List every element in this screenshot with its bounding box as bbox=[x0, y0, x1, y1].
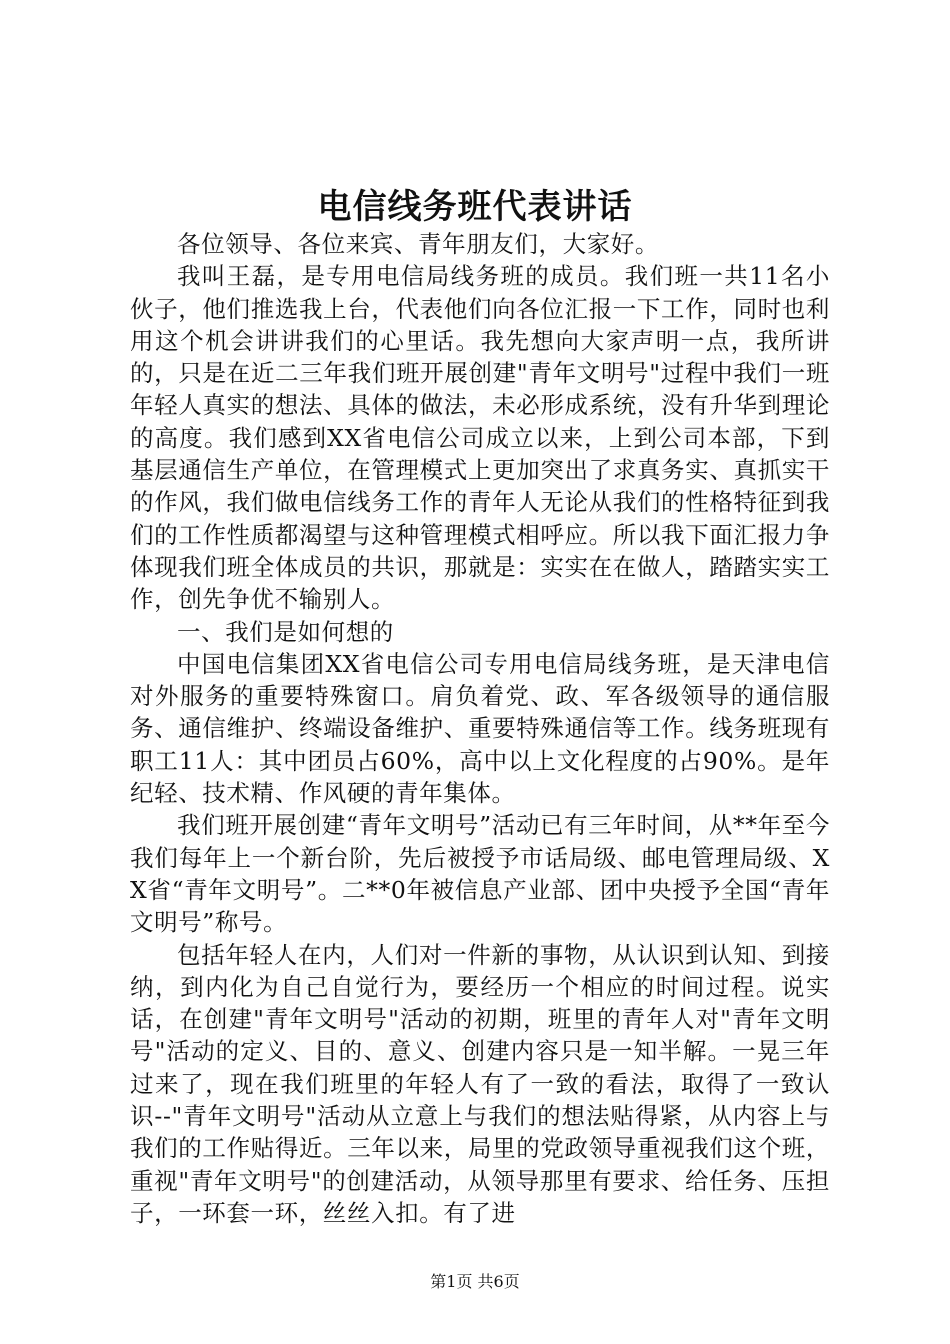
paragraph-honors: 我们班开展创建“青年文明号”活动已有三年时间，从**年至今我们每年上一个新台阶，先后被授予市话局级、邮电管理局级、XX省“青年文明号”。二**0年被信息产业部、团中央授予全国“青年文明号”称号。 bbox=[130, 811, 830, 937]
paragraph-greeting: 各位领导、各位来宾、青年朋友们，大家好。 bbox=[177, 230, 659, 258]
section-heading-1: 一、我们是如何想的 bbox=[177, 617, 394, 646]
page-title: 电信线务班代表讲话 bbox=[317, 187, 633, 227]
document-body bbox=[130, 228, 830, 1229]
paragraph-introduction: 我叫王磊，是专用电信局线务班的成员。我们班一共11名小伙子，他们推选我上台，代表他们向各位汇报一下工作，同时也利用这个机会讲讲我们的心里话。我先想向大家声明一点，我所讲的，只是在近二三年我们班开展创建"青年文明号"过程中我们一班年轻人真实的想法、具体的做法，未必形成系统，没有升华到理论的高度。我们感到XX省电信公司成立以来，上到公司本部，下到基层通信生产单位，在管理模式上更加突出了求真务实、真抓实干的作风，我们做电信线务工作的青年人无论从我们的性格特征到我们的工作性质都渴望与这种管理模式相呼应。所以我下面汇报力争体现我们班全体成员的共识，那就是：实实在在做人，踏踏实实工作，创先争优不输别人。 bbox=[130, 262, 830, 614]
paragraph-understanding: 包括年轻人在内，人们对一件新的事物，从认识到认知、到接纳，到内化为自己自觉行为，要经历一个相应的时间过程。说实话，在创建"青年文明号"活动的初期，班里的青年人对"青年文明号"活动的定义、目的、意义、创建内容只是一知半解。一晃三年过来了，现在我们班里的年轻人有了一致的看法，取得了一致认识--"青年文明号"活动从立意上与我们的想法贴得紧，从内容上与我们的工作贴得近。三年以来，局里的党政领导重视我们这个班，重视"青年文明号"的创建活动，从领导那里有要求、给任务、压担子，一环套一环，丝丝入扣。有了进 bbox=[130, 940, 830, 1227]
page-footer: 第1页 共6页 bbox=[430, 1272, 520, 1291]
paragraph-team-overview: 中国电信集团XX省电信公司专用电信局线务班，是天津电信对外服务的重要特殊窗口。肩负着党、政、军各级领导的通信服务、通信维护、终端设备维护、重要特殊通信等工作。线务班现有职工11人：其中团员占60%，高中以上文化程度的占90%。是年纪轻、技术精、作风硬的青年集体。 bbox=[130, 649, 830, 808]
